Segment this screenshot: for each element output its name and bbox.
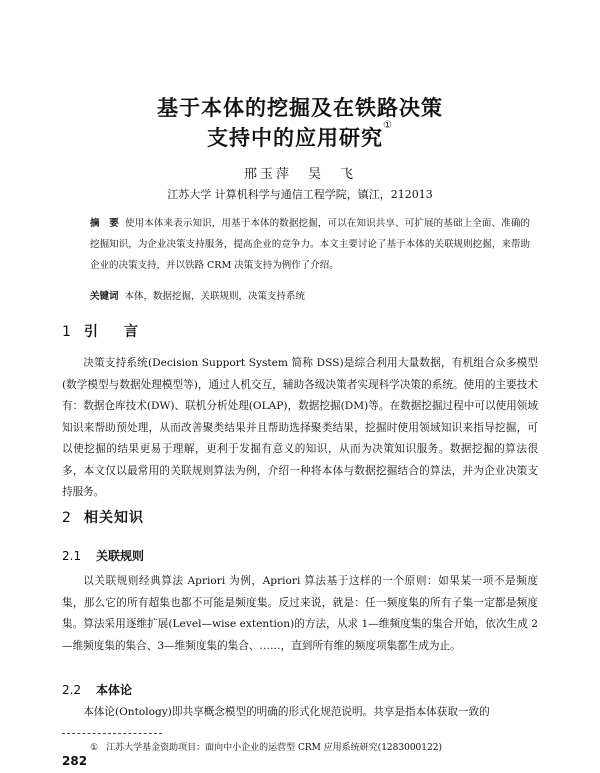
abstract-text: 使用本体来表示知识，用基于本体的数据挖掘，可以在知识共享、可扩展的基础上全面、准确的挖掘知识，为企业决策支持服务，提高企业的竞争力。本文主要讨论了基于本体的关联规则挖掘，来帮助企业的决策支持，并以铁路 CRM 决策支持为例作了介绍。 [90,218,530,271]
abstract [90,213,530,276]
paper-title-line-2 [0,122,600,152]
footnote-text: 江苏大学基金资助项目：面向中小企业的运营型 CRM 应用系统研究(1283000122) [106,743,442,753]
section-2-1-paragraph: 以关联规则经典算法 Apriori 为例，Apriori 算法基于这样的一个原则：如果某一项不是频度集，那么它的所有超集也都不可能是频度集。反过来说，就是：任一频度集的所有子集一定都是频度集。算法采用逐维扩展(Level—wise extention)的方法，从求 1—维频度集的集合开始，依次生成 2—维频度集的集合、3—维频度集的集合、……，直到所有维的频度项集都生成为止。 [62,575,538,652]
section-2-title: 相关知识 [84,510,144,526]
section-1-title: 引 言 [84,324,144,340]
section-2-heading [62,507,144,527]
section-2-1-title: 关联规则 [96,549,145,563]
section-1-number: 1 [62,324,71,340]
abstract-label: 摘 要 [90,218,119,229]
keywords-label: 关键词 [90,291,119,302]
section-2-2-paragraph: 本体论(Ontology)即共享概念模型的明确的形式化规范说明。共享是指本体获取一致的 [83,706,490,718]
affiliation: 江苏大学 计算机科学与通信工程学院，镇江，212013 [167,188,433,201]
keywords-text: 本体，数据挖掘，关联规则，决策支持系统 [124,291,306,302]
title-footnote-marker: ① [383,120,393,131]
footnote-marker: ① [90,743,99,753]
page-number: 282 [62,754,88,768]
section-2-2-heading [62,681,132,698]
section-1-heading [62,321,144,341]
footnote [90,740,442,753]
section-2-2-title: 本体论 [96,683,133,697]
footnote-divider [62,733,162,734]
section-1-paragraph: 决策支持系统(Decision Support System 简称 DSS)是综合利用大量数据，有机组合众多模型(数学模型与数据处理模型等)，通过人机交互，辅助各级决策者实现科学决策的系统。使用的主要技术有：数据仓库技术(DW)、联机分析处理(OLAP)，数据挖掘(DM)等。在数据挖掘过程中可以使用领域知识来帮助预处理，从而改善聚类结果并且帮助选择聚类结果，挖掘时使用领域知识来指导挖掘，可以使挖掘的结果更易于理解，更利于发掘有意义的知识，从而为决策知识服务。数据挖掘的算法很多，本文仅以最常用的关联规则算法为例，介绍一种将本体与数据挖掘结合的算法，并为企业决策支持服务。 [62,357,538,498]
section-2-1-number: 2.1 [62,549,82,563]
authors: 邢玉萍 吴 飞 [243,167,356,182]
paper-title-line-2-text: 支持中的应用研究 [207,126,384,150]
paper-title-line-1: 基于本体的挖掘及在铁路决策 [157,96,443,120]
keywords [90,288,530,302]
section-2-1-heading [62,547,144,564]
section-2-2-number: 2.2 [62,683,82,697]
section-2-number: 2 [62,510,71,526]
